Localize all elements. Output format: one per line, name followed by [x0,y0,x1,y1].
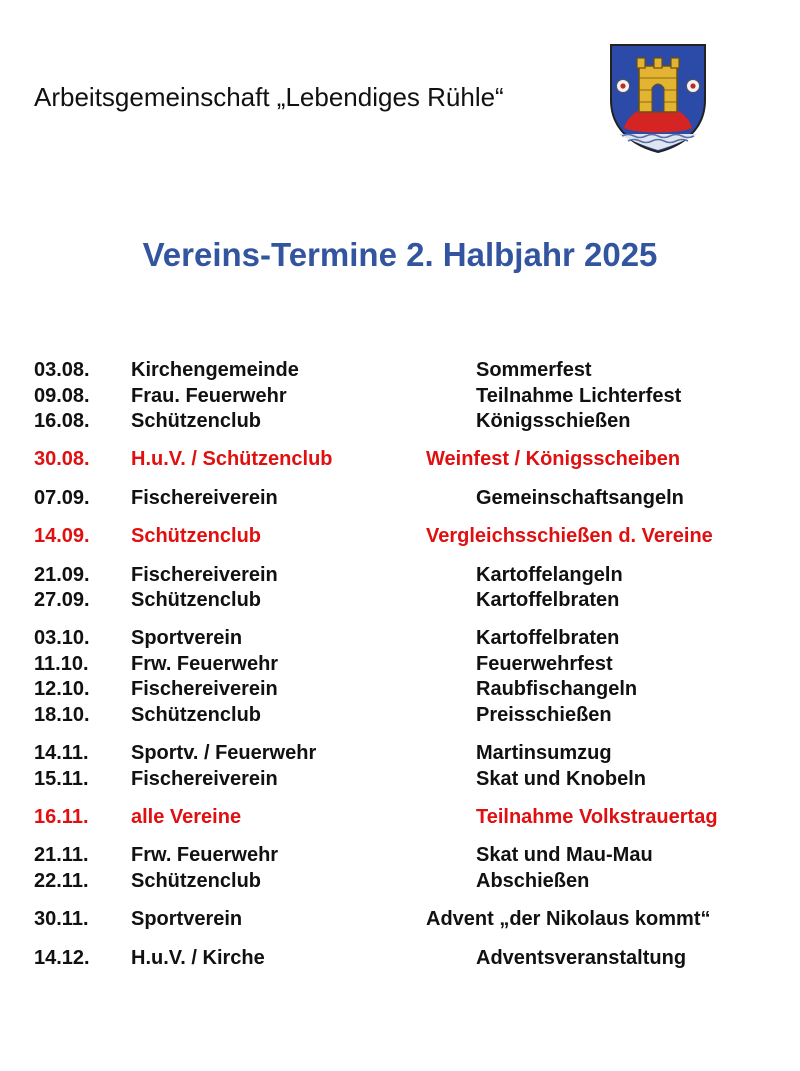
event-row [0,626,800,650]
event-row [0,409,800,433]
event-name: Raubfischangeln [476,678,638,700]
event-club: Fischereiverein [131,487,278,509]
event-name: Adventsveranstaltung [476,947,687,969]
event-date: 27.09. [34,589,90,611]
event-row [0,384,800,408]
event-date: 21.11. [34,844,89,866]
event-club: Sportv. / Feuerwehr [131,742,317,764]
event-row [0,946,800,970]
event-row [0,677,800,701]
event-club: H.u.V. / Kirche [131,947,265,969]
event-name: Kartoffelbraten [476,627,620,649]
event-name: Weinfest / Königsscheiben [426,448,681,470]
event-name: Skat und Knobeln [476,768,646,790]
event-date: 14.09. [34,525,90,547]
event-date: 03.08. [34,359,90,381]
event-date: 15.11. [34,768,89,790]
event-club: Schützenclub [131,704,262,726]
event-date: 21.09. [34,564,90,586]
event-row [0,563,800,587]
event-name: Teilnahme Lichterfest [476,385,682,407]
event-club: Sportverein [131,627,243,649]
event-row [0,588,800,612]
event-name: Kartoffelangeln [476,564,623,586]
event-date: 30.11. [34,908,89,930]
event-row-highlighted [0,447,800,471]
organization-title: Arbeitsgemeinschaft „Lebendiges Rühle“ [34,82,504,112]
event-club: Fischereiverein [131,564,278,586]
event-row [0,767,800,791]
event-row [0,703,800,727]
event-name: Preisschießen [476,704,612,726]
event-name: Martinsumzug [476,742,612,764]
event-name: Advent „der Nikolaus kommt“ [426,908,711,930]
event-club: alle Vereine [131,806,242,828]
event-date: 09.08. [34,385,90,407]
event-club: Kirchengemeinde [131,359,299,381]
event-name: Königsschießen [476,410,631,432]
event-row [0,652,800,676]
event-name: Abschießen [476,870,590,892]
event-row [0,486,800,510]
event-date: 22.11. [34,870,89,892]
event-name: Skat und Mau-Mau [476,844,653,866]
event-club: Fischereiverein [131,768,278,790]
event-row [0,741,800,765]
event-name: Feuerwehrfest [476,653,613,675]
event-date: 16.11. [34,806,89,828]
event-club: Schützenclub [131,525,262,547]
event-date: 12.10. [34,678,90,700]
event-club: Frau. Feuerwehr [131,385,287,407]
event-row-highlighted [0,805,800,829]
event-name: Vergleichsschießen d. Vereine [426,525,713,547]
event-date: 14.12. [34,947,90,969]
event-club: Sportverein [131,908,243,930]
event-row [0,869,800,893]
event-date: 18.10. [34,704,90,726]
event-club: H.u.V. / Schützenclub [131,448,333,470]
event-date: 30.08. [34,448,90,470]
event-date: 07.09. [34,487,90,509]
event-name: Sommerfest [476,359,592,381]
event-row [0,358,800,382]
event-club: Schützenclub [131,589,262,611]
event-club: Frw. Feuerwehr [131,653,279,675]
event-name: Gemeinschaftsangeln [476,487,684,509]
event-date: 16.08. [34,410,90,432]
event-row [0,843,800,867]
event-date: 11.10. [34,653,89,675]
document-title: Vereins-Termine 2. Halbjahr 2025 [142,236,658,273]
event-date: 03.10. [34,627,90,649]
event-name: Kartoffelbraten [476,589,620,611]
event-club: Fischereiverein [131,678,278,700]
event-club: Schützenclub [131,410,262,432]
event-row [0,907,800,931]
event-date: 14.11. [34,742,89,764]
event-row-highlighted [0,524,800,548]
event-club: Frw. Feuerwehr [131,844,279,866]
event-club: Schützenclub [131,870,262,892]
event-name: Teilnahme Volkstrauertag [476,806,718,828]
